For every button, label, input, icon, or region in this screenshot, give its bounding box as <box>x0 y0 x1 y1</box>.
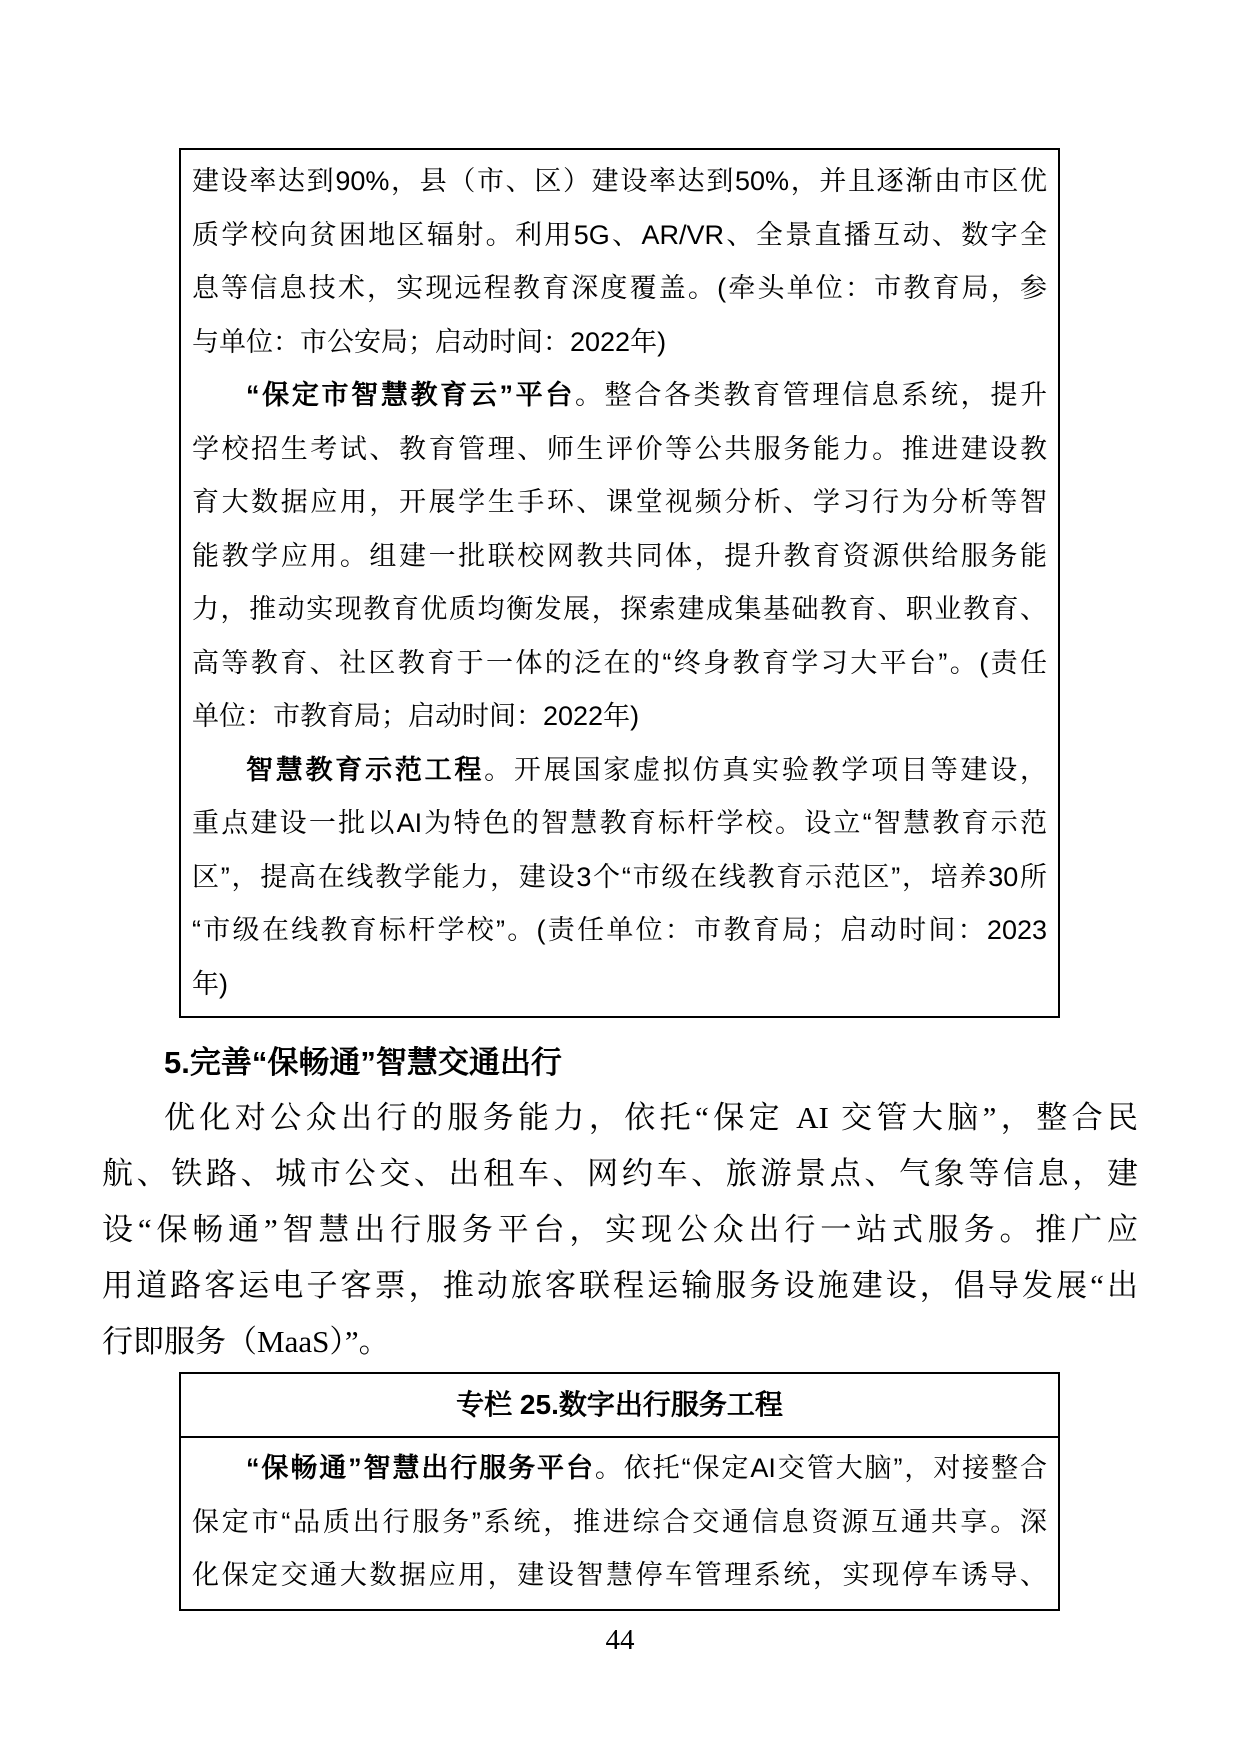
project-box-digital-travel <box>179 1372 1060 1611</box>
project-box-title: 专栏 25.数字出行服务工程 <box>181 1374 1058 1438</box>
box1-line <box>192 369 1047 423</box>
box1-line: 建设率达到90%，县（市、区）建设率达到50%，并且逐渐由市区优 <box>192 166 1047 196</box>
box1-line: 区”，提高在线教学能力，建设3个“市级在线教育示范区”，培养30所 <box>192 861 1047 892</box>
box1-line: 能教学应用。组建一批联校网教共同体，提升教育资源供给服务能 <box>192 540 1047 571</box>
box1-line: “市级在线教育标杆学校”。(责任单位：市教育局；启动时间：2023 <box>192 915 1047 945</box>
box1-line: 育大数据应用，开展学生手环、课堂视频分析、学习行为分析等智 <box>192 487 1047 517</box>
body-paragraph-transport <box>102 1090 1138 1370</box>
paragraph-line: 优化对公众出行的服务能力，依托“保定 AI 交管大脑”，整合民 <box>164 1100 1138 1135</box>
box2-line <box>192 1442 1047 1496</box>
box1-line: 息等信息技术，实现远程教育深度覆盖。(牵头单位：市教育局，参 <box>192 273 1047 303</box>
box1-line: 高等教育、社区教育于一体的泛在的“终身教育学习大平台”。(责任 <box>192 647 1047 678</box>
box1-line: 力，推动实现教育优质均衡发展，探索建成集基础教育、职业教育、 <box>192 594 1047 624</box>
box1-line: 重点建设一批以AI为特色的智慧教育标杆学校。设立“智慧教育示范 <box>192 808 1047 838</box>
box2-line: 化保定交通大数据应用，建设智慧停车管理系统，实现停车诱导、 <box>192 1560 1047 1590</box>
box1-line: 年) <box>192 968 228 999</box>
section-heading-smart-transport: 5.完善“保畅通”智慧交通出行 <box>164 1045 562 1080</box>
project-title-education-cloud: “保定市智慧教育云”平台 <box>246 380 575 410</box>
project-box-smart-education <box>179 148 1060 1018</box>
paragraph-line: 设“保畅通”智慧出行服务平台，实现公众出行一站式服务。推广应 <box>102 1212 1138 1247</box>
page-number: 44 <box>605 1624 635 1656</box>
box1-line <box>192 744 1047 798</box>
paragraph-line: 航、铁路、城市公交、出租车、网约车、旅游景点、气象等信息，建 <box>102 1156 1138 1191</box>
box1-line: 单位：市教育局；启动时间：2022年) <box>192 701 640 731</box>
box1-line-text: 。整合各类教育管理信息系统，提升 <box>575 380 1047 410</box>
project-title-education-demo: 智慧教育示范工程 <box>246 754 485 785</box>
project-title-travel-platform: “保畅通”智慧出行服务平台 <box>246 1453 595 1483</box>
box1-line: 学校招生考试、教育管理、师生评价等公共服务能力。推进建设教 <box>192 433 1047 464</box>
box1-line: 与单位：市公安局；启动时间：2022年) <box>192 326 667 357</box>
box2-line-text: 。依托“保定AI交管大脑”，对接整合 <box>594 1453 1047 1483</box>
box1-line: 质学校向贫困地区辐射。利用5G、AR/VR、全景直播互动、数字全 <box>192 219 1047 250</box>
box1-line-text: 。开展国家虚拟仿真实验教学项目等建设， <box>484 754 1047 785</box>
project-box-body <box>181 1438 1058 1609</box>
paragraph-line: 用道路客运电子客票，推动旅客联程运输服务设施建设，倡导发展“出 <box>102 1268 1138 1303</box>
box2-line: 保定市“品质出行服务”系统，推进综合交通信息资源互通共享。深 <box>192 1506 1047 1537</box>
paragraph-line: 行即服务（MaaS）”。 <box>102 1324 390 1359</box>
